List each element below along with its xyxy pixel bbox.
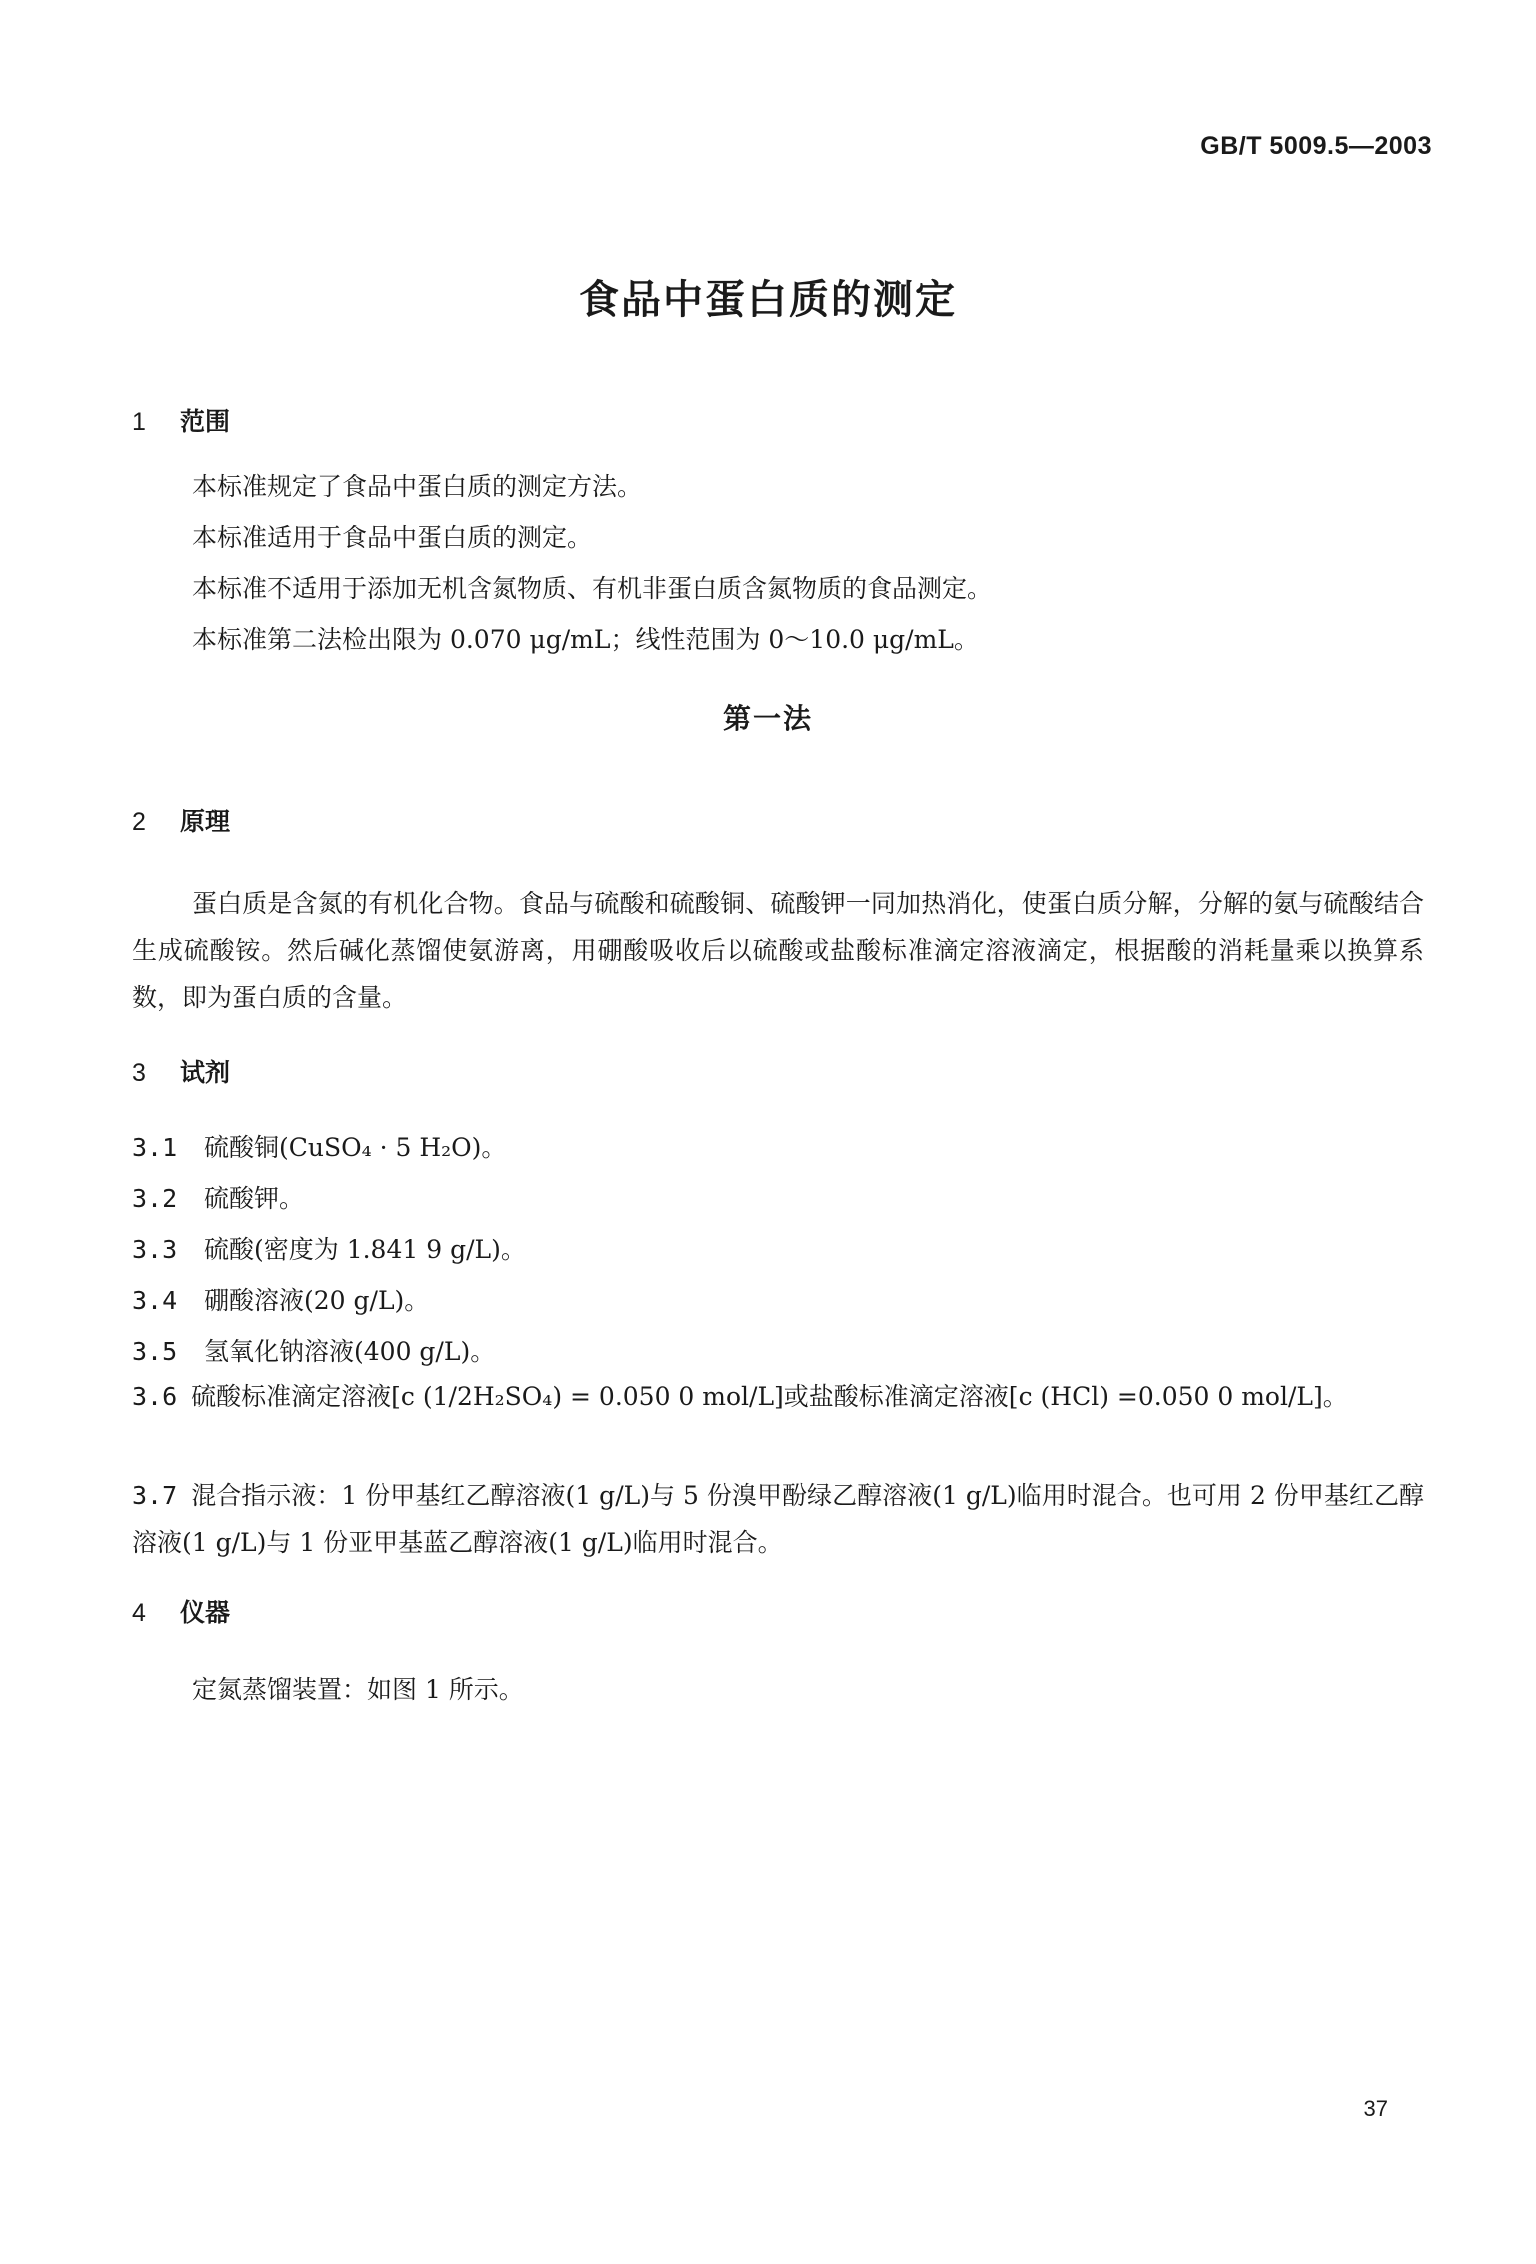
page-number: 37	[1363, 2096, 1388, 2121]
section-number: 3	[132, 1059, 146, 1087]
section-heading-scope	[132, 402, 230, 438]
reagent-text: 氢氧化钠溶液(400 g/L)。	[204, 1337, 496, 1366]
section-heading-principle	[132, 802, 230, 838]
section-heading-apparatus	[132, 1593, 230, 1629]
scope-paragraph-2: 本标准适用于食品中蛋白质的测定。	[192, 523, 593, 552]
reagent-item	[132, 1230, 526, 1266]
reagent-item	[132, 1373, 1424, 1420]
reagent-text: 硫酸(密度为 1.841 9 g/L)。	[204, 1235, 526, 1264]
section-title: 仪器	[180, 1598, 231, 1627]
section-title: 试剂	[180, 1058, 231, 1087]
section-number: 4	[132, 1599, 146, 1627]
reagent-number: 3.3	[132, 1235, 178, 1264]
document-title: 食品中蛋白质的测定	[579, 277, 957, 323]
reagent-text: 硫酸钾。	[204, 1184, 305, 1213]
reagent-item	[132, 1332, 495, 1368]
reagent-item	[132, 1179, 304, 1215]
reagent-item	[132, 1472, 1424, 1566]
apparatus-paragraph: 定氮蒸馏装置：如图 1 所示。	[192, 1675, 524, 1704]
reagent-number: 3.4	[132, 1286, 178, 1315]
scope-paragraph-1: 本标准规定了食品中蛋白质的测定方法。	[192, 472, 643, 501]
section-heading-reagents	[132, 1053, 230, 1089]
reagent-text: 硫酸标准滴定溶液[c (1/2H₂SO₄) = 0.050 0 mol/L]或盐酸标准滴定溶液[c (HCl) =0.050 0 mol/L]。	[191, 1382, 1348, 1411]
reagent-number: 3.2	[132, 1184, 178, 1213]
reagent-number: 3.7	[132, 1481, 178, 1510]
section-number: 1	[132, 408, 146, 436]
reagent-item	[132, 1281, 429, 1317]
reagent-item	[132, 1128, 506, 1164]
reagent-number: 3.6	[132, 1382, 178, 1411]
section-title: 原理	[180, 807, 231, 836]
reagent-number: 3.5	[132, 1337, 178, 1366]
method-heading: 第一法	[722, 702, 813, 735]
scope-paragraph-3: 本标准不适用于添加无机含氮物质、有机非蛋白质含氮物质的食品测定。	[192, 574, 993, 603]
reagent-text: 硼酸溶液(20 g/L)。	[204, 1286, 430, 1315]
reagent-text: 混合指示液：1 份甲基红乙醇溶液(1 g/L)与 5 份溴甲酚绿乙醇溶液(1 g/L)临用时混合。也可用 2 份甲基红乙醇溶液(1 g/L)与 1 份亚甲基蓝乙醇溶液(1 g/L)临用时混合。	[132, 1481, 1424, 1557]
reagent-number: 3.1	[132, 1133, 178, 1162]
scope-paragraph-4: 本标准第二法检出限为 0.070 μg/mL；线性范围为 0～10.0 μg/mL。	[192, 625, 979, 654]
standard-number: GB/T 5009.5—2003	[1200, 132, 1432, 160]
principle-paragraph: 蛋白质是含氮的有机化合物。食品与硫酸和硫酸铜、硫酸钾一同加热消化，使蛋白质分解，分解的氨与硫酸结合生成硫酸铵。然后碱化蒸馏使氨游离，用硼酸吸收后以硫酸或盐酸标准滴定溶液滴定，根据酸的消耗量乘以换算系数，即为蛋白质的含量。	[132, 889, 1424, 1012]
reagent-text: 硫酸铜(CuSO₄ · 5 H₂O)。	[204, 1133, 507, 1162]
section-title: 范围	[180, 407, 231, 436]
section-number: 2	[132, 808, 146, 836]
